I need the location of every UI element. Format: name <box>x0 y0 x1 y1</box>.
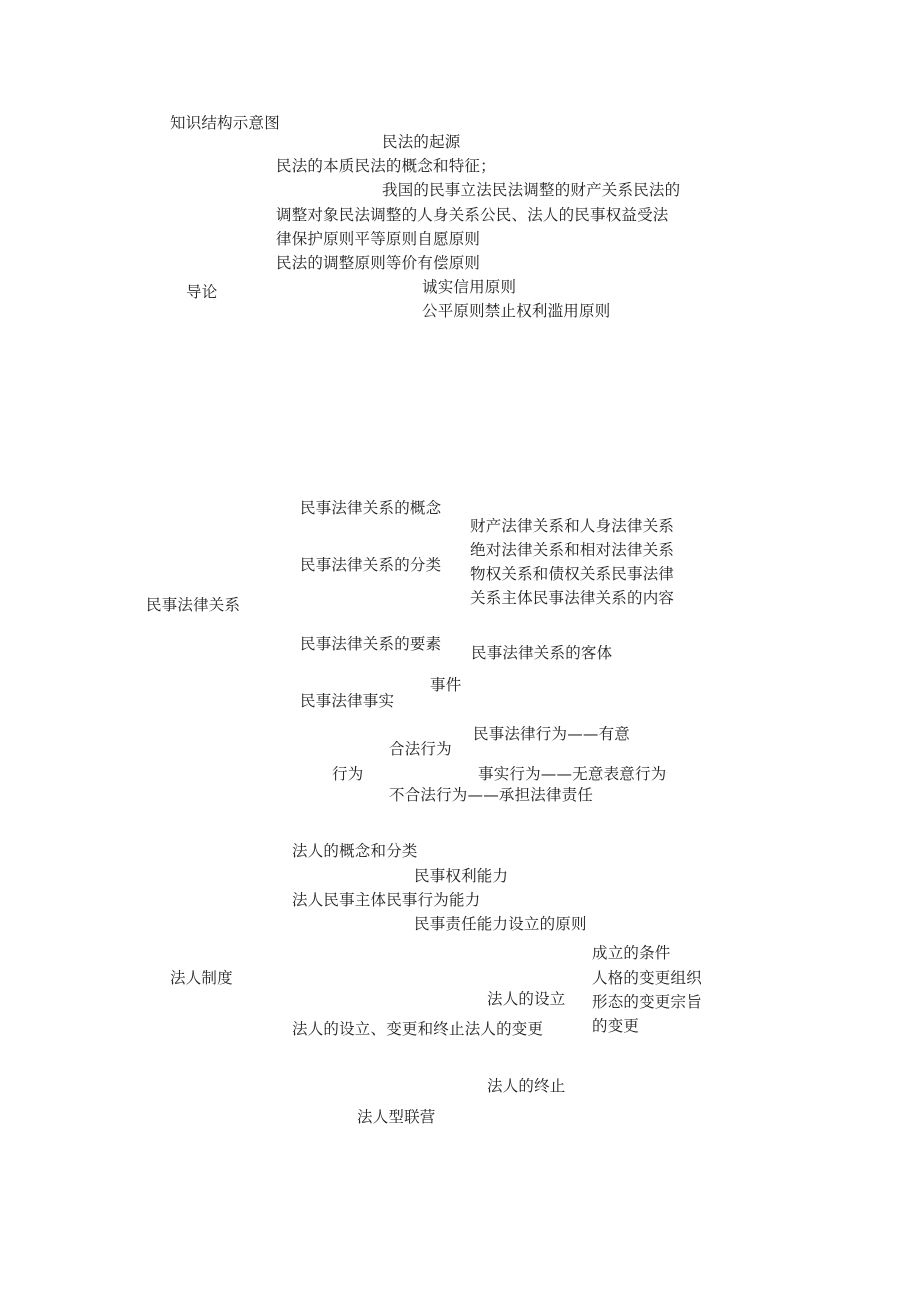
act-label: 行为 <box>332 765 364 783</box>
intro-line: 律保护原则平等原则自愿原则 <box>276 230 481 248</box>
rights-capacity-label: 民事权利能力 <box>414 867 509 885</box>
unlawful-act-label: 不合法行为——承担法律责任 <box>389 786 594 804</box>
intro-line: 公平原则禁止权利滥用原则 <box>422 302 611 320</box>
page-title: 知识结构示意图 <box>170 114 280 132</box>
intro-line: 我国的民事立法民法调整的财产关系民法的 <box>382 181 681 199</box>
intro-line: 民法的调整原则等价有偿原则 <box>276 254 481 272</box>
relation-concept: 民事法律关系的概念 <box>300 499 442 517</box>
section-title-legal-person-system: 法人制度 <box>170 969 233 987</box>
joint-venture-label: 法人型联营 <box>357 1108 436 1126</box>
intro-line: 民法的起源 <box>382 133 461 151</box>
relation-classification: 民事法律关系的分类 <box>300 556 442 574</box>
classification-item: 物权关系和债权关系民事法律 <box>470 565 675 583</box>
legal-person-subject: 法人民事主体民事行为能力 <box>292 891 481 909</box>
establish-change-end-label: 法人的设立、变更和终止法人的变更 <box>292 1020 544 1038</box>
classification-item: 关系主体民事法律关系的内容 <box>470 589 675 607</box>
event-label: 事件 <box>430 676 462 694</box>
legal-fact-label: 民事法律事实 <box>300 692 395 710</box>
relation-elements: 民事法律关系的要素 <box>300 635 442 653</box>
establishment-label: 法人的设立 <box>487 990 566 1008</box>
classification-item: 绝对法律关系和相对法律关系 <box>470 541 675 559</box>
relation-object: 民事法律关系的客体 <box>471 644 613 662</box>
termination-label: 法人的终止 <box>487 1077 566 1095</box>
civil-act-label: 民事法律行为——有意 <box>473 725 631 743</box>
intro-line: 民法的本质民法的概念和特征； <box>276 157 496 175</box>
factual-act-label: 事实行为——无意表意行为 <box>478 765 667 783</box>
lawful-act-label: 合法行为 <box>389 740 452 758</box>
change-item: 的变更 <box>592 1017 640 1035</box>
change-item: 成立的条件 <box>592 944 671 962</box>
intro-line: 调整对象民法调整的人身关系公民、法人的民事权益受法 <box>276 206 669 224</box>
section-title-introduction: 导论 <box>186 283 218 301</box>
classification-item: 财产法律关系和人身法律关系 <box>470 517 675 535</box>
intro-line: 诚实信用原则 <box>422 278 517 296</box>
section-title-civil-legal-relation: 民事法律关系 <box>146 596 241 614</box>
liability-label: 民事责任能力设立的原则 <box>414 915 587 933</box>
legal-person-concept: 法人的概念和分类 <box>292 842 418 860</box>
change-item: 形态的变更宗旨 <box>592 993 702 1011</box>
change-item: 人格的变更组织 <box>592 969 702 987</box>
